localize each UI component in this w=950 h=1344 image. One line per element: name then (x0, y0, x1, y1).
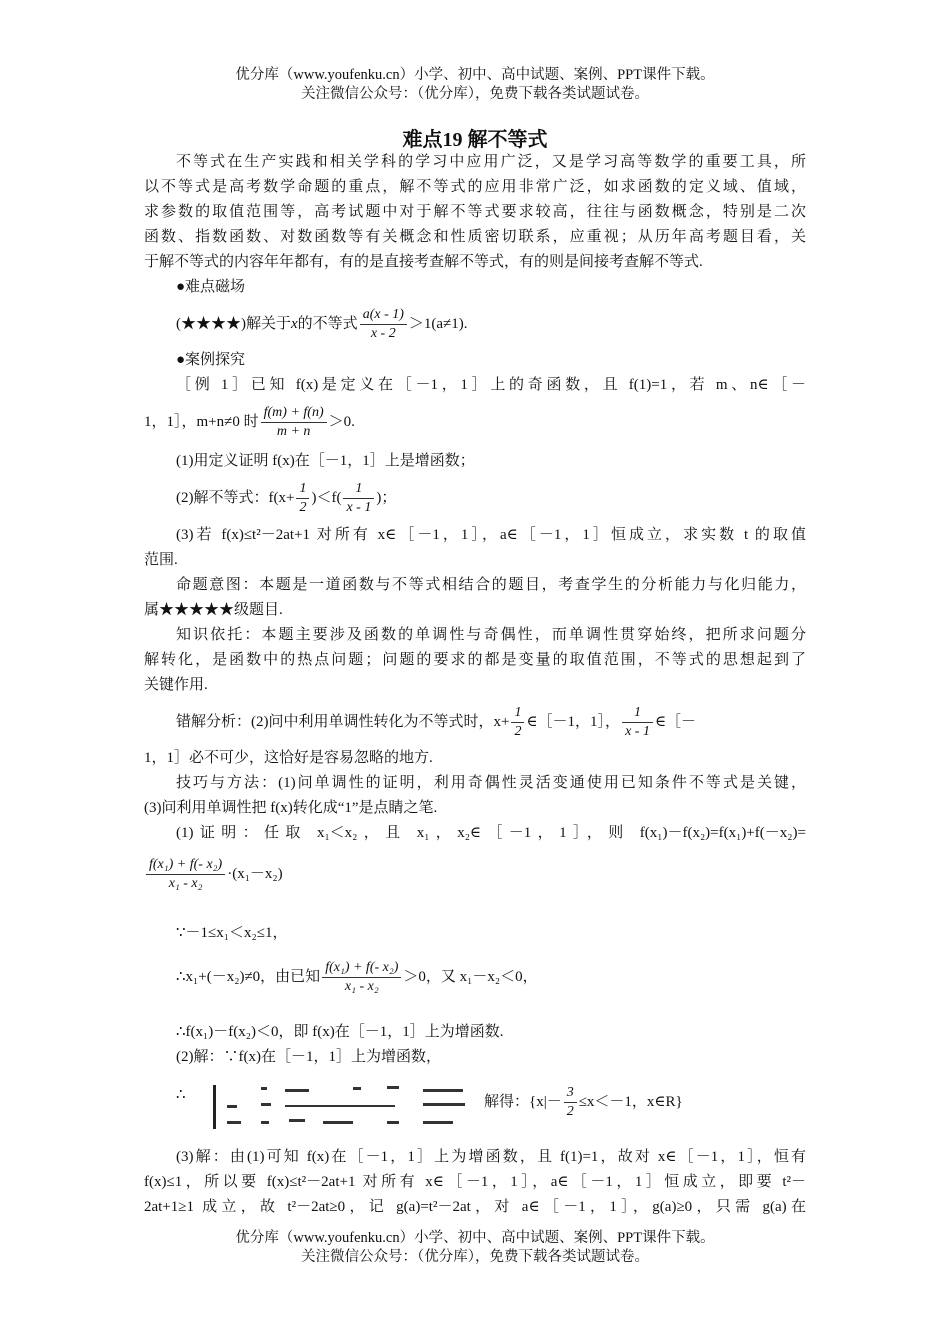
intro-line: 以不等式是高考数学命题的重点，解不等式的应用非常广泛，如求函数的定义域、值域， (144, 179, 806, 195)
proof-line: 2at+1≥1 成立，故 t²－2at≥0，记 g(a)=t²－2at，对 a∈［－1，1］，g(a)≥0，只需 g(a)在 (144, 1199, 806, 1215)
fraction: $\frac{1}{2}$ (511, 704, 524, 741)
example-line: 1，1］，m+n≠0 时 $\frac{f(m) + f(n)}{m + n}$ ＞0. (144, 405, 355, 440)
proof-line: ∴f(x₁)－f(x₂)＜0，即 f(x)在［－1，1］上为增函数. (176, 1024, 504, 1040)
intro-line: 求参数的取值范围等，高考试题中对于解不等式要求较高，往往与函数概念，特别是二次 (144, 204, 806, 220)
page-footer (0, 1229, 950, 1267)
inequality-system (213, 1083, 473, 1131)
system-glyph (285, 1105, 395, 1107)
method-line: 技巧与方法：(1)问单调性的证明，利用奇偶性灵活变通使用已知条件不等式是关键， (176, 775, 806, 791)
problem-statement: (★★★★)解关于x的不等式 $\frac{a(x - 1)}{x - 2}$ ＞1(a≠1). (176, 307, 468, 342)
fraction: $\frac{\text{f(x₁) + f(- x₂)}}{\text{x₁ - x₂}}$ (146, 856, 225, 893)
system-glyph (261, 1121, 269, 1124)
system-glyph (423, 1103, 465, 1106)
intro-line: 不等式在生产实践和相关学科的学习中应用广泛，又是学习高等数学的重要工具，所 (176, 154, 806, 170)
example-line: ［例 1］已知 f(x)是定义在［－1，1］上的奇函数，且 f(1)=1，若 m、n∈［－ (176, 377, 806, 393)
system-brace (213, 1085, 216, 1129)
proof-line: ∴x₁+(－x₂)≠0，由已知 $\frac{\text{f(x₁) + f(- x₂)}}{\text{x₁ - x₂}}$ ＞0，又 x₁－x₂＜0， (176, 960, 538, 995)
fraction: $\frac{1}{x - 1}$ (343, 480, 374, 517)
therefore-symbol: ∴ (176, 1087, 186, 1103)
question-3: (3)若 f(x)≤t²－2at+1 对所有 x∈［－1，1］，a∈［－1，1］恒成立，求实数 t 的取值 (176, 527, 806, 543)
error-analysis: 1，1］必不可少，这恰好是容易忽略的地方. (144, 750, 433, 766)
system-glyph (227, 1121, 241, 1124)
fraction: $\frac{3}{2}$ (564, 1084, 577, 1121)
page-title: 难点19 解不等式 (402, 129, 548, 151)
proof-line: ∵－1≤x₁＜x₂≤1， (176, 925, 288, 941)
system-glyph (423, 1089, 463, 1092)
question-1: (1)用定义证明 f(x)在［－1，1］上是增函数； (176, 453, 475, 469)
proof-line: (2)解：∵f(x)在［－1，1］上为增函数， (176, 1049, 441, 1065)
knowledge-line: 关键作用. (144, 677, 208, 693)
solution-set: 解得：{x|－ $\frac{3}{2}$ ≤x＜－1，x∈R} (484, 1085, 683, 1119)
intro-line: 于解不等式的内容年年都有，有的是直接考查解不等式，有的则是间接考查解不等式. (144, 254, 703, 270)
system-glyph (353, 1087, 361, 1090)
section-heading: ●难点磁场 (176, 279, 246, 295)
proof-line: (3)解：由(1)可知 f(x)在［－1，1］上为增函数，且 f(1)=1，故对 x∈［－1，1］，恒有 (176, 1149, 806, 1165)
intro-line: 函数、指数函数、对数函数等有关概念和性质密切联系，应重视；从历年高考题目看，关 (144, 229, 806, 245)
footer-line-2: 关注微信公众号：（优分库），免费下载各类试题试卷。 (301, 1249, 649, 1265)
header-line-2: 关注微信公众号：（优分库），免费下载各类试题试卷。 (301, 86, 649, 102)
method-line: (3)问利用单调性把 f(x)转化成“1”是点睛之笔. (144, 800, 438, 816)
fraction: $\frac{f(m) + f(n)}{m + n}$ (261, 404, 327, 441)
system-glyph (261, 1103, 271, 1106)
knowledge-line: 解转化，是函数中的热点问题；问题的要求的都是变量的取值范围，不等式的思想起到了 (144, 652, 806, 668)
knowledge-line: 知识依托：本题主要涉及函数的单调性与奇偶性，而单调性贯穿始终，把所求问题分 (176, 627, 806, 643)
intent-line: 属★★★★★级题目. (144, 602, 283, 618)
proof-line: $\frac{\text{f(x₁) + f(- x₂)}}{\text{x₁ - x₂}}$ ·(x₁－x₂) (144, 852, 806, 896)
fraction: $\frac{\text{f(x₁) + f(- x₂)}}{\text{x₁ - x₂}}$ (322, 959, 401, 996)
proof-line: (1)证明：任取 x₁＜x₂，且 x₁，x₂∈［－1，1］，则 f(x₁)－f(x₂)=f(x₁)+f(－x₂)= (176, 825, 806, 841)
error-analysis: 错解分析：(2)问中利用单调性转化为不等式时，x+ $\frac{1}{2}$ ∈［－1，1］， $\frac{1}{x - 1}$ ∈［－ (176, 705, 697, 740)
question-2: (2)解不等式：f(x+ $\frac{1}{2}$ )＜f( $\frac{1}{x - 1}$ )； (176, 481, 397, 516)
footer-line-1: 优分库（www.youfenku.cn）小学、初中、高中试题、案例、PPT课件下载。 (235, 1230, 715, 1246)
question-3: 范围. (144, 552, 178, 568)
fraction: $\frac{1}{x - 1}$ (622, 704, 653, 741)
system-glyph (387, 1086, 399, 1089)
section-heading: ●案例探究 (176, 352, 246, 368)
system-glyph (227, 1105, 237, 1108)
system-glyph (285, 1089, 309, 1092)
intent-line: 命题意图：本题是一道函数与不等式相结合的题目，考查学生的分析能力与化归能力， (176, 577, 806, 593)
system-glyph (289, 1119, 305, 1122)
proof-line: f(x)≤1，所以要 f(x)≤t²－2at+1 对所有 x∈［－1，1］，a∈［－1，1］恒成立，即要 t²－ (144, 1174, 806, 1190)
system-glyph (323, 1121, 353, 1124)
fraction: $\frac{1}{2}$ (296, 480, 309, 517)
fraction: $\frac{a(x - 1)}{x - 2}$ (360, 306, 407, 343)
system-glyph (387, 1121, 399, 1124)
system-glyph (261, 1087, 267, 1090)
system-glyph (423, 1121, 453, 1124)
page-header (0, 66, 950, 104)
header-line-1: 优分库（www.youfenku.cn）小学、初中、高中试题、案例、PPT课件下载。 (235, 67, 715, 83)
